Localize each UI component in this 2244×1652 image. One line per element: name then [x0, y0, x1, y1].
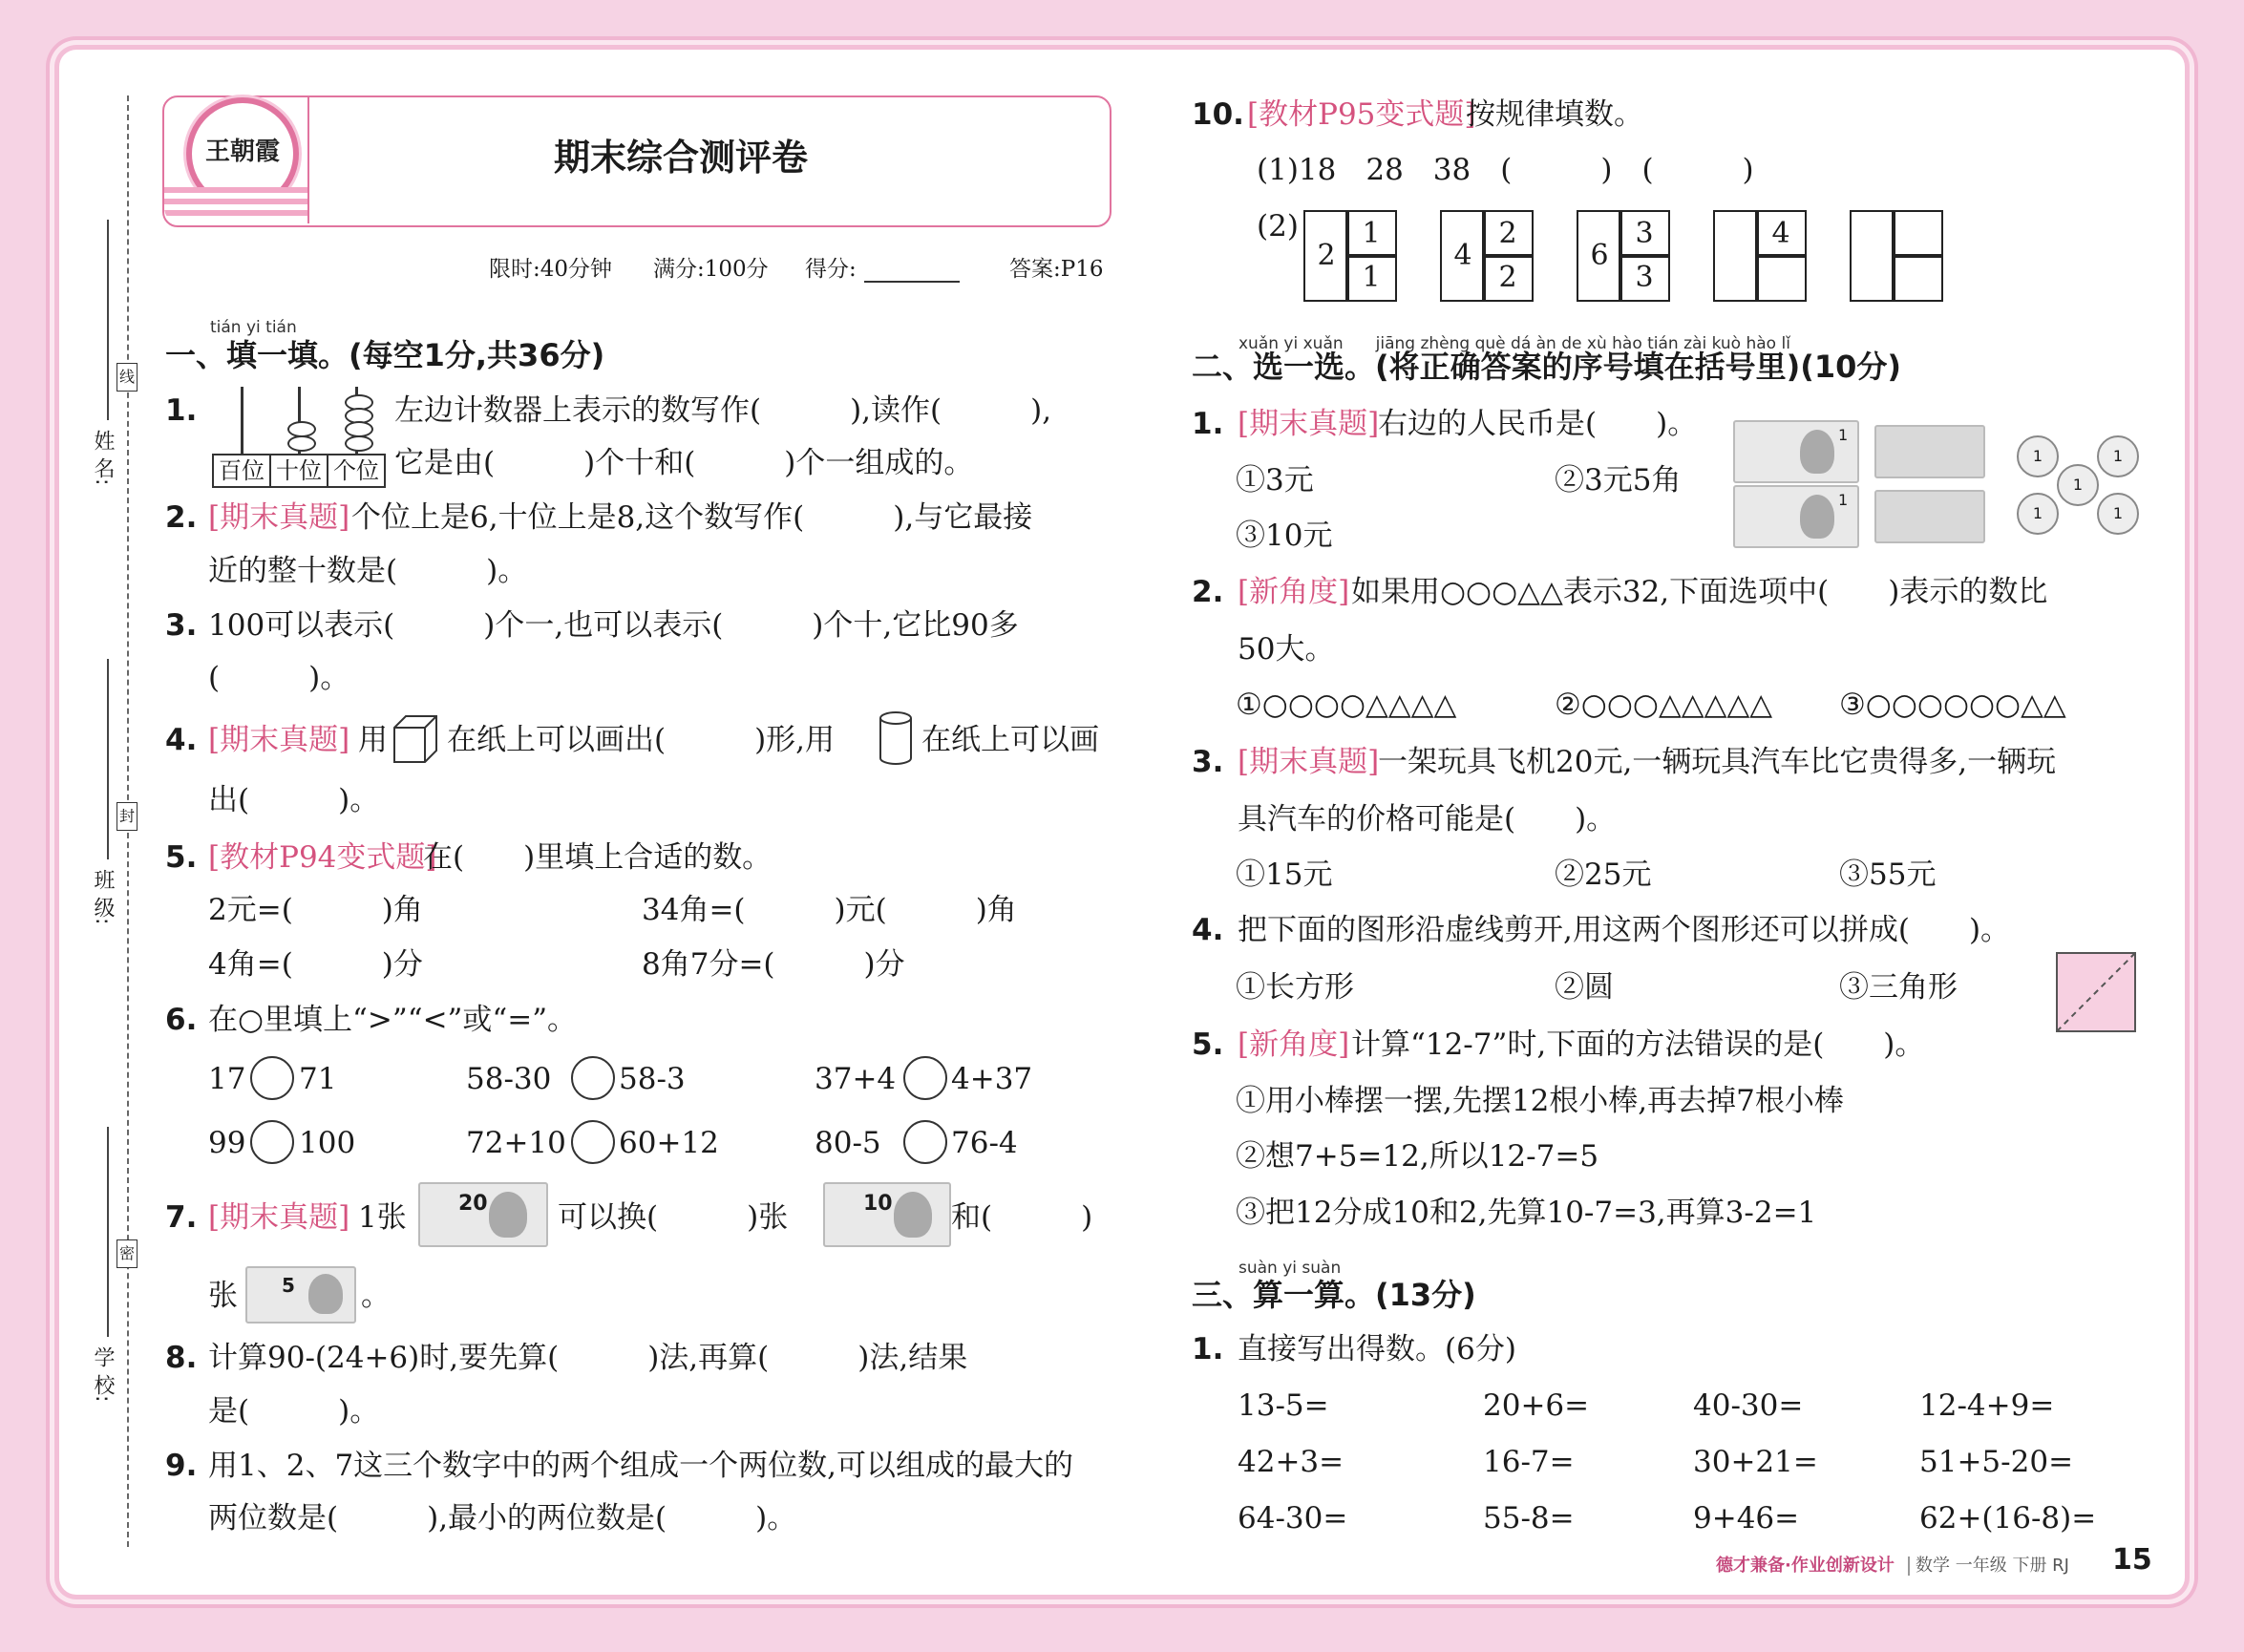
option[interactable]: ③把12分成10和2,先算10-7=3,再算3-2=1: [1236, 1196, 1817, 1230]
s2-q1-tag: [期末真题]: [1238, 407, 1380, 441]
banknote-value: 5: [282, 1274, 295, 1297]
calc-expr: 51+5-20=: [1919, 1445, 2074, 1479]
q7-line2-end: 。: [361, 1279, 391, 1313]
q4-text-a: 用: [358, 723, 388, 757]
s2-q3-line1: 一架玩具飞机20元,一辆玩具汽车比它贵得多,一辆玩: [1378, 745, 2057, 779]
q10-number: 10.: [1192, 97, 1244, 132]
q9-line2: 两位数是( ),最小的两位数是( )。: [208, 1501, 797, 1536]
s2-q5-text: 计算“12-7”时,下面的方法错误的是( )。: [1351, 1027, 1925, 1062]
banknote-20: [418, 1182, 548, 1247]
portrait-icon: [1800, 430, 1834, 474]
calc-expr: 20+6=: [1483, 1388, 1590, 1423]
calc-expr: 62+(16-8)=: [1919, 1501, 2097, 1536]
s3-q1-text: 直接写出得数。(6分): [1238, 1332, 1516, 1366]
name-underline: [107, 220, 109, 420]
section2-title: 二、选一选。(将正确答案的序号填在括号里)(10分): [1192, 349, 1902, 385]
school-underline: [107, 1127, 109, 1337]
q6-text: 在○里填上“>”“<”或“=”。: [208, 1003, 578, 1037]
s2-q1-number: 1.: [1192, 407, 1224, 441]
pattern-box-top: 1: [1345, 210, 1397, 258]
abacus-label-tens: 十位: [269, 454, 328, 488]
s2-q2-number: 2.: [1192, 575, 1224, 609]
portrait-icon: [1800, 495, 1834, 539]
abacus-bead: [345, 435, 373, 452]
q5-number: 5.: [165, 840, 198, 875]
pattern-box-bottom: 2: [1482, 254, 1534, 302]
s2-q3-number: 3.: [1192, 745, 1224, 779]
compare-left: 99: [208, 1126, 246, 1160]
coin-icon: 1: [2097, 435, 2139, 477]
option[interactable]: ③55元: [1839, 858, 1937, 892]
q7-text-b: 可以换( )张: [558, 1200, 789, 1235]
pattern-box-left[interactable]: [1713, 210, 1759, 302]
banknote-value: 10: [863, 1192, 893, 1216]
pattern-box-bottom: 1: [1345, 254, 1397, 302]
calc-expr: 12-4+9=: [1919, 1388, 2055, 1423]
footer-subject: 数学 一年级 下册 RJ: [1916, 1556, 2069, 1576]
q4-tag: [期末真题]: [208, 723, 350, 757]
option[interactable]: ②3元5角: [1555, 463, 1682, 498]
class-label: 班 级:: [91, 869, 115, 925]
q3-number: 3.: [165, 608, 198, 643]
answer-ref: 答案:P16: [1009, 257, 1104, 282]
footer-divider: [1908, 1557, 1910, 1576]
section1-pinyin: tián yi tián: [210, 318, 297, 337]
banknote-10: [823, 1182, 951, 1247]
s2-q5-tag: [新角度]: [1238, 1027, 1350, 1062]
q9-number: 9.: [165, 1449, 198, 1483]
footer-series: 德才兼备·作业创新设计: [1716, 1556, 1895, 1576]
q1-number: 1.: [165, 393, 198, 428]
pattern-box-top: 4: [1755, 210, 1807, 258]
q4-number: 4.: [165, 723, 198, 757]
s2-q2-line1: 如果用○○○△△表示32,下面选项中( )表示的数比: [1351, 575, 2048, 609]
option[interactable]: ①用小棒摆一摆,先摆12根小棒,再去掉7根小棒: [1236, 1084, 1844, 1118]
abacus-label-hundreds: 百位: [212, 454, 271, 488]
compare-right: 4+37: [951, 1062, 1033, 1096]
title-divider: [307, 95, 309, 223]
q4-line2: 出( )。: [208, 783, 380, 817]
compare-right: 58-3: [619, 1062, 686, 1096]
s2-q1-text: 右边的人民币是( )。: [1378, 407, 1698, 441]
option[interactable]: ③○○○○○○△△: [1839, 688, 2066, 722]
s2-q4-number: 4.: [1192, 913, 1224, 947]
q10-text: 按规律填数。: [1466, 97, 1643, 132]
option[interactable]: ②圆: [1555, 970, 1614, 1005]
page-title: 期末综合测评卷: [554, 137, 809, 179]
q5-tag: [教材P94变式题]: [208, 840, 437, 875]
q2-tag: [期末真题]: [208, 500, 350, 535]
q8-number: 8.: [165, 1341, 198, 1375]
s3-q1-number: 1.: [1192, 1332, 1224, 1366]
section3-title: 三、算一算。(13分): [1192, 1277, 1476, 1313]
banknote-jiao: [1874, 490, 1985, 543]
q7-line2: 张: [208, 1279, 238, 1313]
calc-expr: 40-30=: [1693, 1388, 1804, 1423]
time-limit: 限时:40分钟: [489, 257, 613, 282]
q1-line2: 它是由( )个十和( )个一组成的。: [394, 446, 974, 480]
section2-pinyin: xuǎn yi xuǎn jiāng zhèng què dá àn de xù hào tián zài kuò hào lǐ: [1238, 334, 1790, 353]
q2-line2: 近的整十数是( )。: [208, 554, 528, 588]
cube-icon: [392, 714, 438, 764]
option[interactable]: ③三角形: [1839, 970, 1958, 1005]
abacus-rod: [241, 387, 243, 454]
section1-title: 一、填一填。(每空1分,共36分): [165, 337, 605, 373]
pattern-box-left: 4: [1440, 210, 1486, 302]
q2-number: 2.: [165, 500, 198, 535]
compare-right: 100: [299, 1126, 356, 1160]
banknote-value: 1: [1838, 426, 1849, 444]
score-blank[interactable]: [864, 281, 960, 283]
option[interactable]: ③10元: [1236, 519, 1333, 553]
pattern-box-left: 6: [1577, 210, 1622, 302]
pattern-box-bottom[interactable]: [1755, 254, 1807, 302]
calc-expr: 16-7=: [1483, 1445, 1575, 1479]
q5-item: 34角=( )元( )角: [642, 893, 1017, 927]
pattern-box-top: 2: [1482, 210, 1534, 258]
pattern-box-left[interactable]: [1850, 210, 1895, 302]
s2-q2-line2: 50大。: [1238, 632, 1335, 667]
abacus: [212, 387, 388, 487]
q6-number: 6.: [165, 1003, 198, 1037]
class-underline: [107, 659, 109, 859]
banknote-5: [245, 1266, 356, 1324]
q7-number: 7.: [165, 1200, 198, 1235]
compare-left: 17: [208, 1062, 246, 1096]
q5-text: 在( )里填上合适的数。: [423, 840, 773, 875]
q10-tag: [教材P95变式题]: [1247, 97, 1476, 132]
q8-line1: 计算90-(24+6)时,要先算( )法,再算( )法,结果: [208, 1341, 968, 1375]
compare-left: 72+10: [466, 1126, 566, 1160]
q5-item: 4角=( )分: [208, 947, 423, 982]
option[interactable]: ①15元: [1236, 858, 1333, 892]
school-label: 学 校:: [91, 1346, 115, 1403]
name-label: 姓 名:: [91, 430, 115, 486]
logo-text: 王朝霞: [204, 138, 280, 166]
s2-q3-line2: 具汽车的价格可能是( )。: [1238, 802, 1617, 837]
q8-line2: 是( )。: [208, 1394, 380, 1429]
banknote-value: 1: [1838, 491, 1849, 509]
option[interactable]: ①长方形: [1236, 970, 1354, 1005]
score-label: 得分:: [805, 257, 857, 282]
portrait-icon: [894, 1192, 932, 1238]
cut-mark-secret: 密: [116, 1239, 138, 1268]
abacus-bead: [287, 435, 316, 452]
full-score: 满分:100分: [653, 257, 769, 282]
option[interactable]: ②○○○△△△△△: [1555, 688, 1773, 722]
compare-circle[interactable]: [250, 1120, 294, 1164]
q1-line1: 左边计数器上表示的数写作( ),读作( ),: [394, 393, 1052, 428]
q7-text-c: 和( ): [951, 1200, 1093, 1235]
banknote-value: 20: [458, 1192, 488, 1216]
q3-line2: ( )。: [208, 661, 350, 695]
pattern-box-bottom[interactable]: [1892, 254, 1943, 302]
option[interactable]: ②想7+5=12,所以12-7=5: [1236, 1139, 1599, 1174]
s2-q3-tag: [期末真题]: [1238, 745, 1380, 779]
s2-q2-tag: [新角度]: [1238, 575, 1350, 609]
coin-icon: 1: [2057, 464, 2099, 506]
option[interactable]: ②25元: [1555, 858, 1652, 892]
compare-circle[interactable]: [571, 1056, 615, 1100]
calc-expr: 9+46=: [1693, 1501, 1800, 1536]
compare-right: 60+12: [619, 1126, 719, 1160]
page-number: 15: [2112, 1543, 2152, 1577]
s2-q5-number: 5.: [1192, 1027, 1224, 1062]
cut-square-figure: [2055, 951, 2137, 1033]
compare-left: 37+4: [815, 1062, 897, 1096]
q4-text-b: 在纸上可以画出( )形,用: [447, 723, 836, 757]
q7-text-a: 1张: [358, 1200, 407, 1235]
banknote-1-yuan: [1733, 420, 1859, 483]
q2-line1: 个位上是6,十位上是8,这个数写作( ),与它最接: [351, 500, 1033, 535]
calc-expr: 42+3=: [1238, 1445, 1344, 1479]
compare-circle[interactable]: [903, 1120, 947, 1164]
q10-part2-label: (2): [1257, 209, 1299, 244]
pattern-box-left: 2: [1303, 210, 1349, 302]
compare-circle[interactable]: [250, 1056, 294, 1100]
q4-text-c: 在纸上可以画: [921, 723, 1099, 757]
cut-mark-line: 线: [116, 363, 138, 392]
pattern-box-top: 3: [1619, 210, 1670, 258]
q7-tag: [期末真题]: [208, 1200, 350, 1235]
portrait-icon: [489, 1192, 527, 1238]
pattern-box-bottom: 3: [1619, 254, 1670, 302]
q5-item: 8角7分=( )分: [642, 947, 905, 982]
section3-pinyin: suàn yi suàn: [1238, 1259, 1342, 1278]
compare-right: 71: [299, 1062, 337, 1096]
calc-expr: 13-5=: [1238, 1388, 1329, 1423]
coin-icon: 1: [2017, 435, 2059, 477]
logo-stripes: [164, 187, 307, 222]
q10-part1: (1)18 28 38 ( ) ( ): [1257, 153, 1754, 187]
coin-icon: 1: [2097, 493, 2139, 535]
calc-expr: 30+21=: [1693, 1445, 1818, 1479]
banknote-jiao: [1874, 425, 1985, 478]
banknote-1-yuan: [1733, 485, 1859, 548]
calc-expr: 55-8=: [1483, 1501, 1575, 1536]
coin-icon: 1: [2017, 493, 2059, 535]
s2-q4-text: 把下面的图形沿虚线剪开,用这两个图形还可以拼成( )。: [1238, 913, 2011, 947]
cylinder-icon: [879, 710, 913, 766]
option[interactable]: ①○○○○△△△△: [1236, 688, 1457, 722]
compare-left: 58-30: [466, 1062, 552, 1096]
abacus-label-ones: 个位: [327, 454, 386, 488]
pattern-box-top[interactable]: [1892, 210, 1943, 258]
q9-line1: 用1、2、7这三个数字中的两个组成一个两位数,可以组成的最大的: [208, 1449, 1074, 1483]
cut-mark-seal: 封: [116, 802, 138, 831]
compare-left: 80-5: [815, 1126, 881, 1160]
calc-expr: 64-30=: [1238, 1501, 1348, 1536]
option[interactable]: ①3元: [1236, 463, 1314, 498]
q5-item: 2元=( )角: [208, 893, 423, 927]
portrait-icon: [308, 1274, 343, 1314]
compare-right: 76-4: [951, 1126, 1018, 1160]
q3-line1: 100可以表示( )个一,也可以表示( )个十,它比90多: [208, 608, 1019, 643]
compare-circle[interactable]: [903, 1056, 947, 1100]
compare-circle[interactable]: [571, 1120, 615, 1164]
